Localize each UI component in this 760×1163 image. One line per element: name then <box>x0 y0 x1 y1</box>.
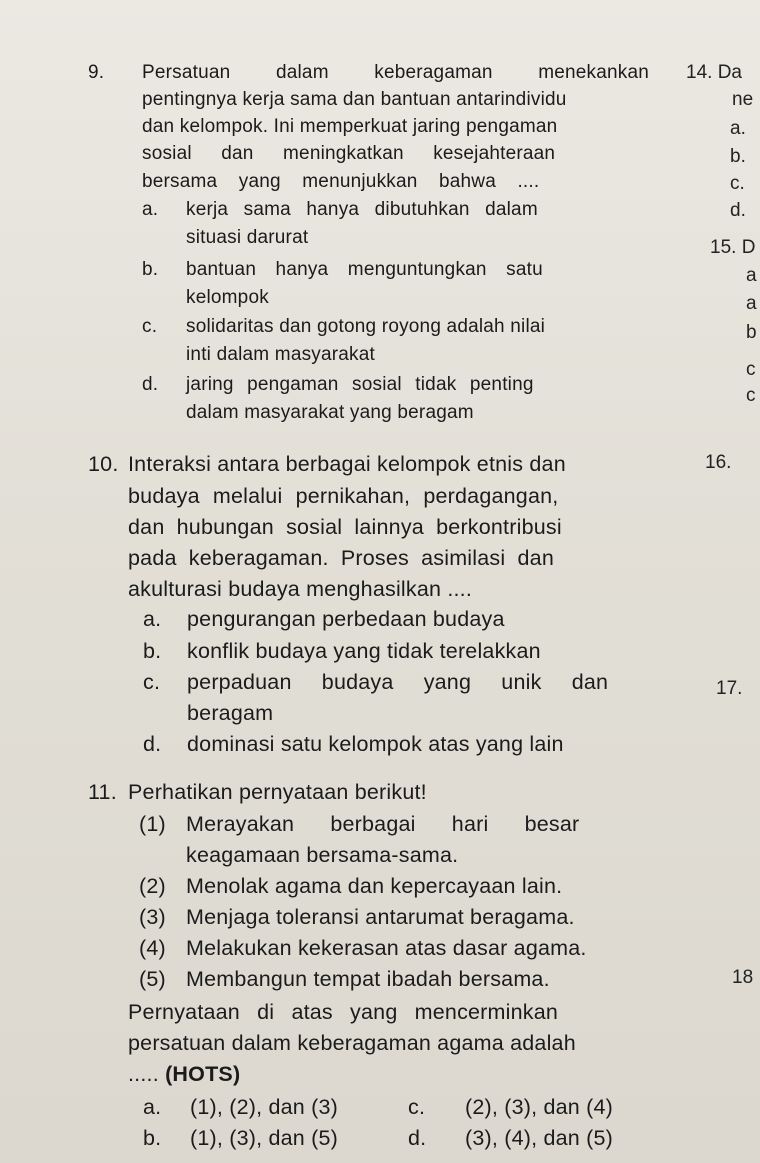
q10-option-a-text: pengurangan perbedaan budaya <box>187 607 505 631</box>
q11-statement-2-num: (2) <box>139 874 166 898</box>
q11-statement-2-text: Menolak agama dan kepercayaan lain. <box>186 874 563 898</box>
right-q18-label: 18 <box>732 967 754 988</box>
q10-line-2: budaya melalui pernikahan, perdagangan, <box>128 484 559 508</box>
q9-line-1: Persatuan dalam keberagaman menekankan <box>142 62 649 83</box>
q11-question-line-1: Pernyataan di atas yang mencerminkan <box>128 1000 559 1024</box>
q11-option-d-text: (3), (4), dan (5) <box>465 1126 613 1150</box>
q11-statement-3-text: Menjaga toleransi antarumat beragama. <box>186 905 575 929</box>
q11-statement-4-num: (4) <box>139 936 166 960</box>
q11-option-a-text: (1), (2), dan (3) <box>190 1095 338 1119</box>
right-q15-label: 15. D <box>710 237 756 258</box>
q9-number: 9. <box>88 62 105 83</box>
q11-option-b-text: (1), (3), dan (5) <box>190 1126 338 1150</box>
q9-option-a-line-2: situasi darurat <box>186 227 309 248</box>
q11-number: 11. <box>88 780 117 804</box>
q10-option-a-letter: a. <box>143 607 162 631</box>
q11-option-c-text: (2), (3), dan (4) <box>465 1095 613 1119</box>
q10-option-b-text: konflik budaya yang tidak terelakkan <box>187 639 541 663</box>
right-fragment-a2: a <box>746 265 757 286</box>
q10-line-1: Interaksi antara berbagai kelompok etnis dan <box>128 452 566 476</box>
q9-option-a-line-1: kerja sama hanya dibutuhkan dalam <box>186 199 538 220</box>
right-fragment-c: c. <box>730 173 745 194</box>
q11-answer-blank <box>128 1062 240 1087</box>
q9-line-4: sosial dan meningkatkan kesejahteraan <box>142 143 556 164</box>
q11-option-d-letter: d. <box>408 1126 427 1150</box>
right-fragment-d: d. <box>730 200 746 221</box>
q11-hots-label: (HOTS) <box>165 1062 241 1086</box>
right-fragment-a: a. <box>730 118 746 139</box>
q11-statement-3-num: (3) <box>139 905 166 929</box>
right-fragment-c2: c <box>746 359 756 380</box>
right-q14-label: 14. Da <box>686 62 742 83</box>
right-fragment-b2: b <box>746 322 757 343</box>
q10-option-c-letter: c. <box>143 670 161 694</box>
q9-option-b-letter: b. <box>142 259 159 280</box>
q10-option-d-letter: d. <box>143 732 162 756</box>
q9-option-c-line-1: solidaritas dan gotong royong adalah nilai <box>186 316 546 337</box>
q9-line-5: bersama yang menunjukkan bahwa .... <box>142 171 540 192</box>
q9-option-d-line-2: dalam masyarakat yang beragam <box>186 402 474 423</box>
q9-option-b-line-1: bantuan hanya menguntungkan satu <box>186 259 543 280</box>
q9-option-d-line-1: jaring pengaman sosial tidak penting <box>186 374 534 395</box>
q11-option-c-letter: c. <box>408 1095 426 1119</box>
q10-option-b-letter: b. <box>143 639 162 663</box>
q9-option-b-line-2: kelompok <box>186 287 269 308</box>
q10-line-4: pada keberagaman. Proses asimilasi dan <box>128 546 554 570</box>
right-fragment-b: b. <box>730 146 746 167</box>
q11-statement-1-num: (1) <box>139 812 166 836</box>
right-fragment-ne: ne <box>732 89 754 110</box>
q11-statement-5-num: (5) <box>139 967 166 991</box>
q10-number: 10. <box>88 452 119 476</box>
right-fragment-a3: a <box>746 293 757 314</box>
q10-line-3: dan hubungan sosial lainnya berkontribusi <box>128 515 562 539</box>
q9-line-2: pentingnya kerja sama dan bantuan antarindividu <box>142 89 567 110</box>
right-q17-label: 17. <box>716 678 743 699</box>
right-q16-label: 16. <box>705 452 732 473</box>
q11-dots: ..... <box>128 1062 159 1086</box>
right-fragment-c3: c <box>746 385 756 406</box>
q11-statement-5-text: Membangun tempat ibadah bersama. <box>186 967 550 991</box>
q9-option-c-line-2: inti dalam masyarakat <box>186 344 375 365</box>
q11-statement-4-text: Melakukan kekerasan atas dasar agama. <box>186 936 587 960</box>
q9-option-d-letter: d. <box>142 374 159 395</box>
q10-line-5: akulturasi budaya menghasilkan .... <box>128 577 473 601</box>
q11-statement-1-line-1: Merayakan berbagai hari besar <box>186 812 580 836</box>
q11-intro: Perhatikan pernyataan berikut! <box>128 780 427 804</box>
q9-line-3: dan kelompok. Ini memperkuat jaring pengaman <box>142 116 558 137</box>
q10-option-c-line-1: perpaduan budaya yang unik dan <box>187 670 609 694</box>
q11-statement-1-line-2: keagamaan bersama-sama. <box>186 843 459 867</box>
q10-option-d-text: dominasi satu kelompok atas yang lain <box>187 732 564 756</box>
q11-question-line-2: persatuan dalam keberagaman agama adalah <box>128 1031 576 1055</box>
q11-option-b-letter: b. <box>143 1126 162 1150</box>
q9-option-a-letter: a. <box>142 199 159 220</box>
q11-option-a-letter: a. <box>143 1095 162 1119</box>
q9-option-c-letter: c. <box>142 316 158 337</box>
q10-option-c-line-2: beragam <box>187 701 274 725</box>
